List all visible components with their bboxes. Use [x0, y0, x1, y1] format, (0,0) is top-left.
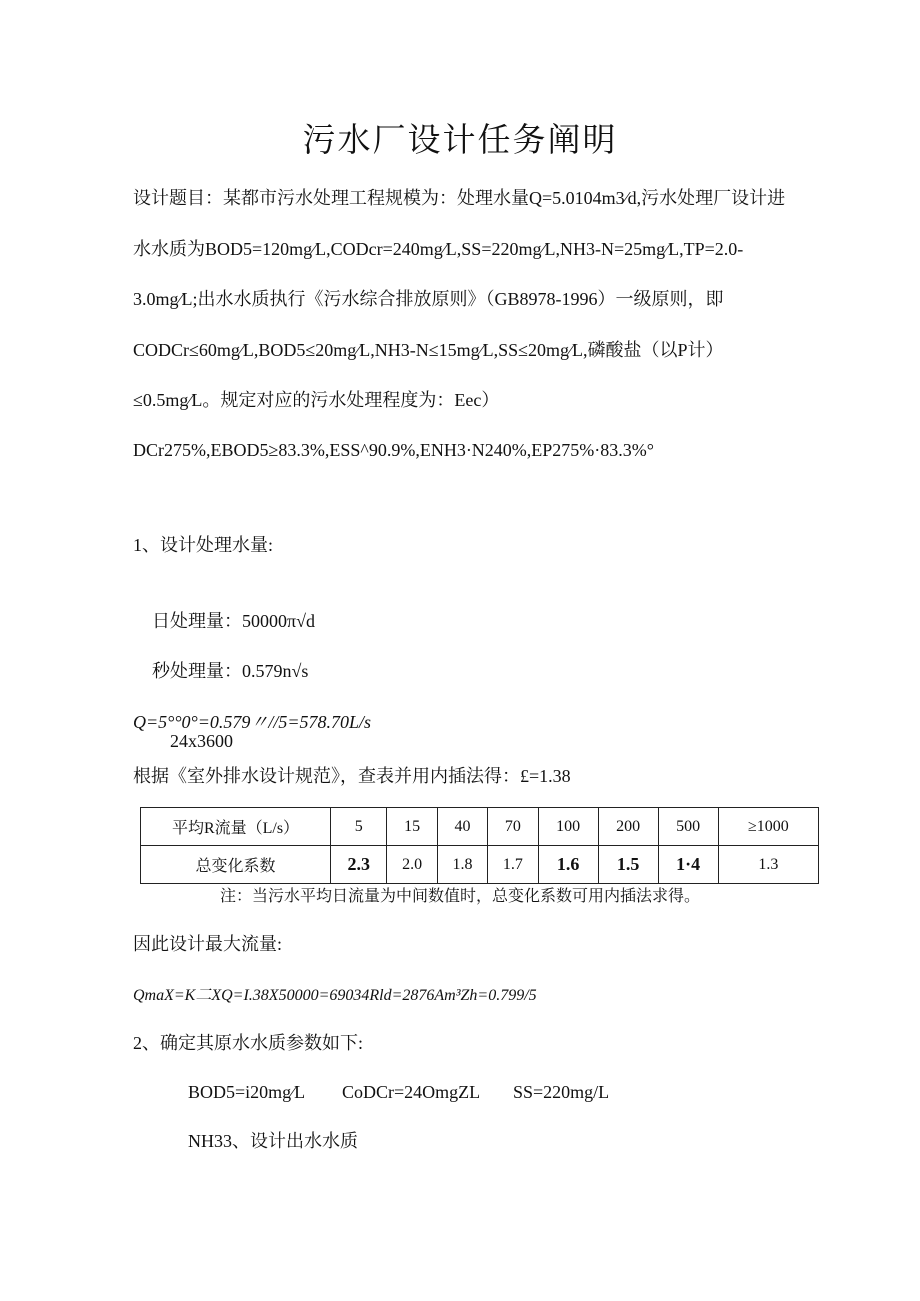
table-cell-coefficient-label: 总变化系数 — [141, 846, 331, 884]
daily-flow: 日处理量：50000π√d — [152, 611, 315, 631]
table-cell: 500 — [658, 808, 718, 846]
table-cell: ≥1000 — [718, 808, 818, 846]
table-cell: 1·4 — [658, 846, 718, 884]
param-cod: CoDCr=24OmgZL — [342, 1082, 481, 1102]
table-cell: 1.7 — [488, 846, 538, 884]
table-cell: 15 — [387, 808, 437, 846]
param-bod: BOD5=i20mg⁄L — [188, 1082, 306, 1102]
table-note: 注：当污水平均日流量为中间数值时，总变化系数可用内插法求得。 — [219, 888, 700, 905]
variation-coefficient-table — [140, 807, 819, 884]
table-cell: 1.8 — [437, 846, 487, 884]
second-flow: 秒处理量：0.579n√s — [152, 661, 309, 681]
table-cell: 2.3 — [331, 846, 387, 884]
table-cell: 1.3 — [718, 846, 818, 884]
param-ss: SS=220mg/L — [513, 1082, 610, 1102]
table-cell: 40 — [437, 808, 487, 846]
section3-line: NH33、设计出水水质 — [188, 1131, 358, 1151]
table-cell: 100 — [538, 808, 598, 846]
table-cell: 1.5 — [598, 846, 658, 884]
max-flow-formula — [133, 984, 537, 1008]
table-cell: 200 — [598, 808, 658, 846]
intro-line-3: 3.0mg⁄L;出水水质执行《污水综合排放原则》（GB8978-1996）一级原则，即 — [133, 289, 724, 309]
intro-line-4: CODCr≤60mg⁄L,BOD5≤20mg⁄L,NH3-N≤15mg⁄L,SS≤20mg⁄L,磷酸盐（以P计） — [133, 340, 724, 360]
flow-formula-denominator: 24x3600 — [170, 731, 233, 751]
intro-line-5: ≤0.5mg⁄L。规定对应的污水处理程度为：Eec） — [133, 390, 500, 410]
table-row — [141, 846, 819, 884]
table-cell: 2.0 — [387, 846, 437, 884]
max-flow-formula-text: QmaX=K二XQ=I.38X50000=69034Rld=2876Am³Zh=0.799/5 — [133, 987, 537, 1004]
page-title: 污水厂设计任务阐明 — [302, 123, 618, 159]
intro-line-6: DCr275%,EBOD5≥83.3%,ESS^90.9%,ENH3·N240%,EP275%·83.3%° — [133, 440, 654, 460]
table-intro: 根据《室外排水设计规范》，查表并用内插法得：£=1.38 — [133, 766, 571, 786]
section1-heading: 1、设计处理水量: — [133, 535, 274, 555]
flow-formula — [133, 710, 371, 734]
intro-line-2: 水水质为BOD5=120mg⁄L,CODcr=240mg⁄L,SS=220mg⁄L,NH3-N=25mg⁄L,TP=2.0- — [133, 239, 744, 259]
table-cell: 5 — [331, 808, 387, 846]
table-cell: 1.6 — [538, 846, 598, 884]
flow-formula-text: Q=5°°0°=0.579〃//5=578.70L/s — [133, 712, 372, 732]
max-flow-heading: 因此设计最大流量: — [133, 934, 283, 954]
section2-heading: 2、确定其原水水质参数如下: — [133, 1033, 363, 1053]
table-row — [141, 808, 819, 846]
intro-line-1: 设计题目：某都市污水处理工程规模为：处理水量Q=5.0104m3⁄d,污水处理厂设计进 — [133, 188, 786, 208]
table-cell: 70 — [488, 808, 538, 846]
table-cell-flow-label: 平均R流量（L/s） — [141, 808, 331, 846]
